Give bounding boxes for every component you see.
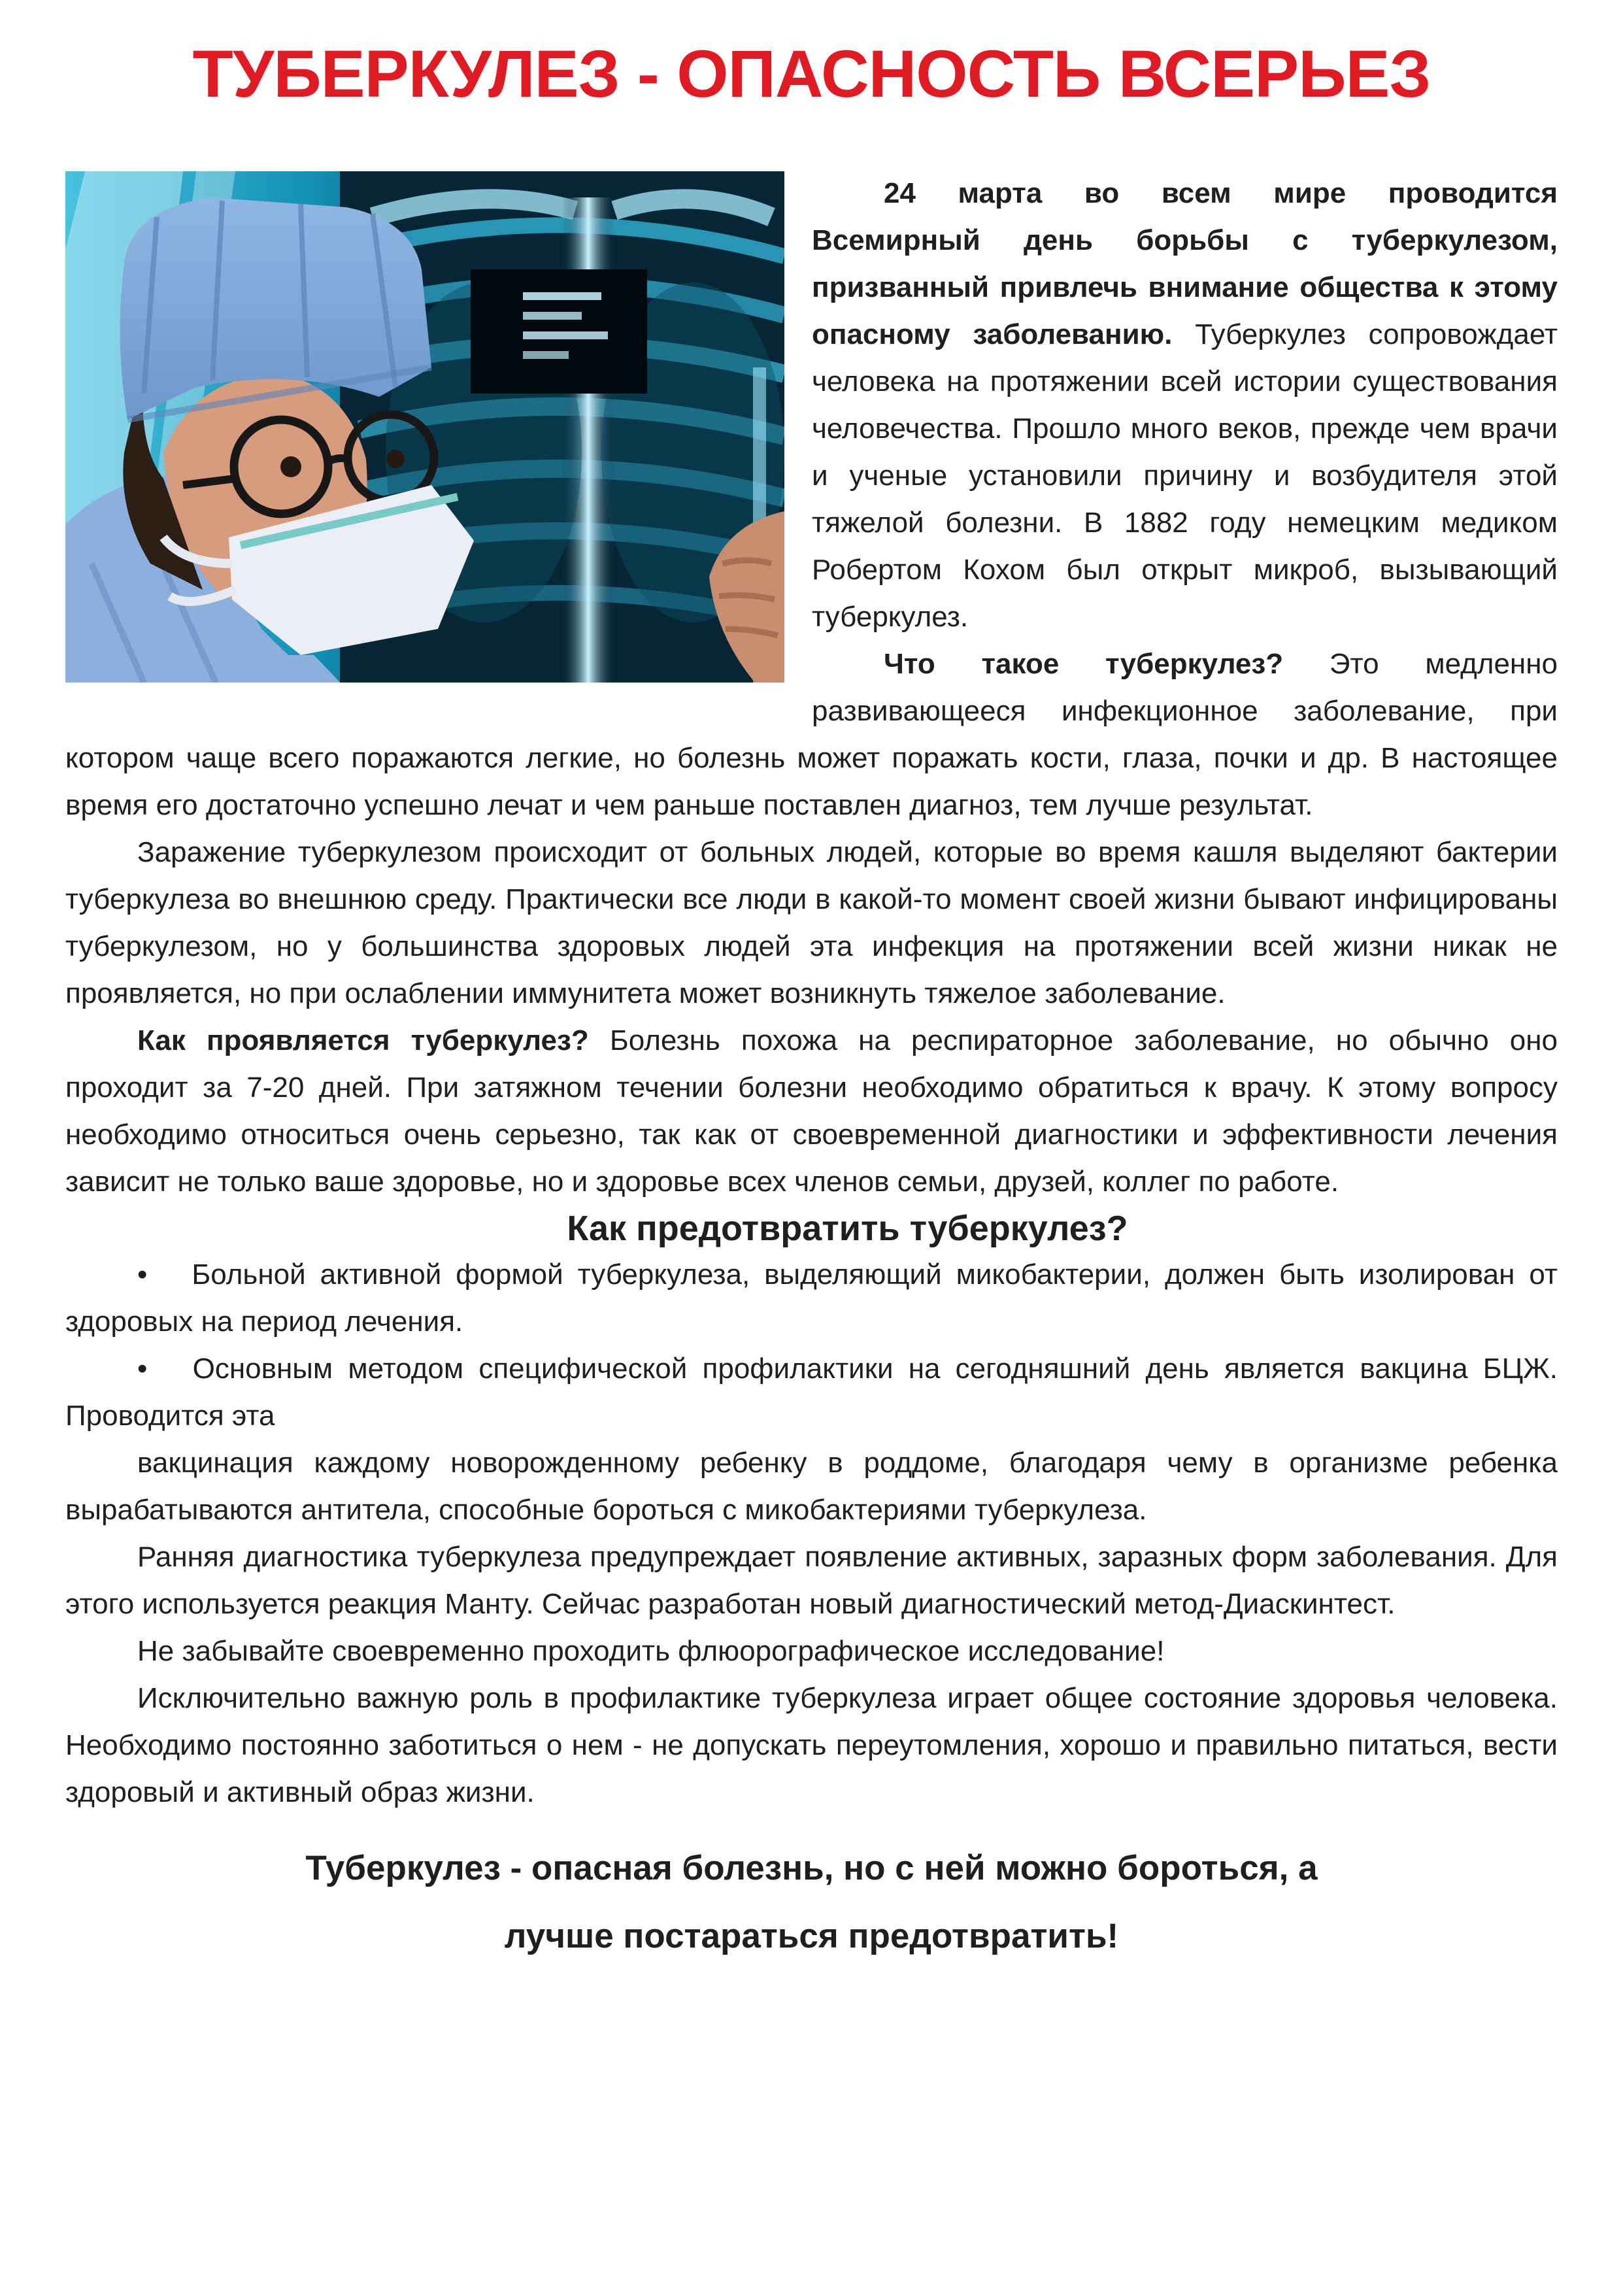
- fluorography-reminder: Не забывайте своевременно проходить флюорографическое исследование!: [137, 1635, 1165, 1668]
- bullet-icon: •: [137, 1353, 148, 1385]
- bullet-icon: •: [137, 1258, 148, 1291]
- symptoms-text: Болезнь похожа на респираторное заболевание, но обычно оно проходит за 7-20 дней. При затяжном течении болезни необходимо обратиться к врачу. К этому вопросу необходимо относиться очень серьезно, так как от своевременной диагностики и эффективности лечения зависит не только ваше здоровье, но и здоровье всех членов семьи, друзей, коллег по работе.: [65, 1024, 1558, 1198]
- footer-slogan-line-1: Туберкулез - опасная болезнь, но с ней можно бороться, а: [305, 1849, 1318, 1888]
- intro-paragraph-1-lead: 24 марта во всем мире проводится Всемирный день борьбы с туберкулезом, призванный привлечь внимание общества к этому опасному заболеванию.: [812, 177, 1558, 351]
- footer-slogan-line-2: лучше постараться предотвратить!: [504, 1916, 1119, 1955]
- prevention-bullet-1: [65, 1251, 1558, 1345]
- what-is-tb-question: Что такое туберкулез?: [884, 648, 1284, 681]
- footer-slogan: [65, 1834, 1558, 1970]
- doctor-xray-photo: [65, 171, 784, 683]
- page-title: ТУБЕРКУЛЕЗ - ОПАСНОСТЬ ВСЕРЬЕЗ: [192, 37, 1431, 111]
- poster-body: [0, 170, 1623, 1970]
- doctor-xray-illustration: [65, 171, 784, 683]
- prevention-bullet-1-text: Больной активной формой туберкулеза, выделяющий микобактерии, должен быть изолирован от здоровых на период лечения.: [65, 1258, 1558, 1338]
- health-care-paragraph: Исключительно важную роль в профилактике туберкулеза играет общее состояние здоровья человека. Необходимо постоянно заботиться о нем - не допускать переутомления, хорошо и правильно питаться, вести здоровый и активный образ жизни.: [65, 1682, 1558, 1809]
- early-diagnostics-paragraph: Ранняя диагностика туберкулеза предупреждает появление активных, заразных форм заболевания. Для этого используется реакция Манту. Сейчас разработан новый диагностический метод-Диаскинтест.: [65, 1541, 1558, 1621]
- vaccination-paragraph: вакцинация каждому новорожденному ребенку в роддоме, благодаря чему в организме ребенка вырабатываются антитела, способные бороться с микобактериями туберкулеза.: [65, 1447, 1558, 1527]
- intro-paragraph-1-text: Туберкулез сопровождает человека на протяжении всей истории существования человечества. Прошло много веков, прежде чем врачи и ученые установили причину и возбудителя этой тяжелой болезни. В 1882 году немецким медиком Робертом Кохом был открыт микроб, вызывающий туберкулез.: [812, 318, 1558, 633]
- prevention-heading: Как предотвратить туберкулез?: [567, 1209, 1128, 1249]
- prevention-bullet-2-text: Основным методом специфической профилактики на сегодняшний день является вакцина БЦЖ. Проводится эта: [65, 1353, 1558, 1432]
- what-is-tb-text: Это медленно развивающееся инфекционное заболевание, при котором чаще всего поражаются легкие, но болезнь может поражать кости, глаза, почки и др. В настоящее время его достаточно успешно лечат и чем раньше поставлен диагноз, тем лучше результат.: [65, 648, 1558, 822]
- symptoms-question: Как проявляется туберкулез?: [137, 1024, 589, 1057]
- symptoms-paragraph: [65, 1017, 1558, 1206]
- prevention-bullet-2: [65, 1345, 1558, 1440]
- infection-paragraph: Заражение туберкулезом происходит от больных людей, которые во время кашля выделяют бактерии туберкулеза во внешнюю среду. Практически все люди в какой-то момент своей жизни бывают инфицированы туберкулезом, но у большинства здоровых людей эта инфекция на протяжении всей жизни никак не проявляется, но при ослаблении иммунитета может возникнуть тяжелое заболевание.: [65, 836, 1558, 1010]
- film-label: [471, 269, 647, 394]
